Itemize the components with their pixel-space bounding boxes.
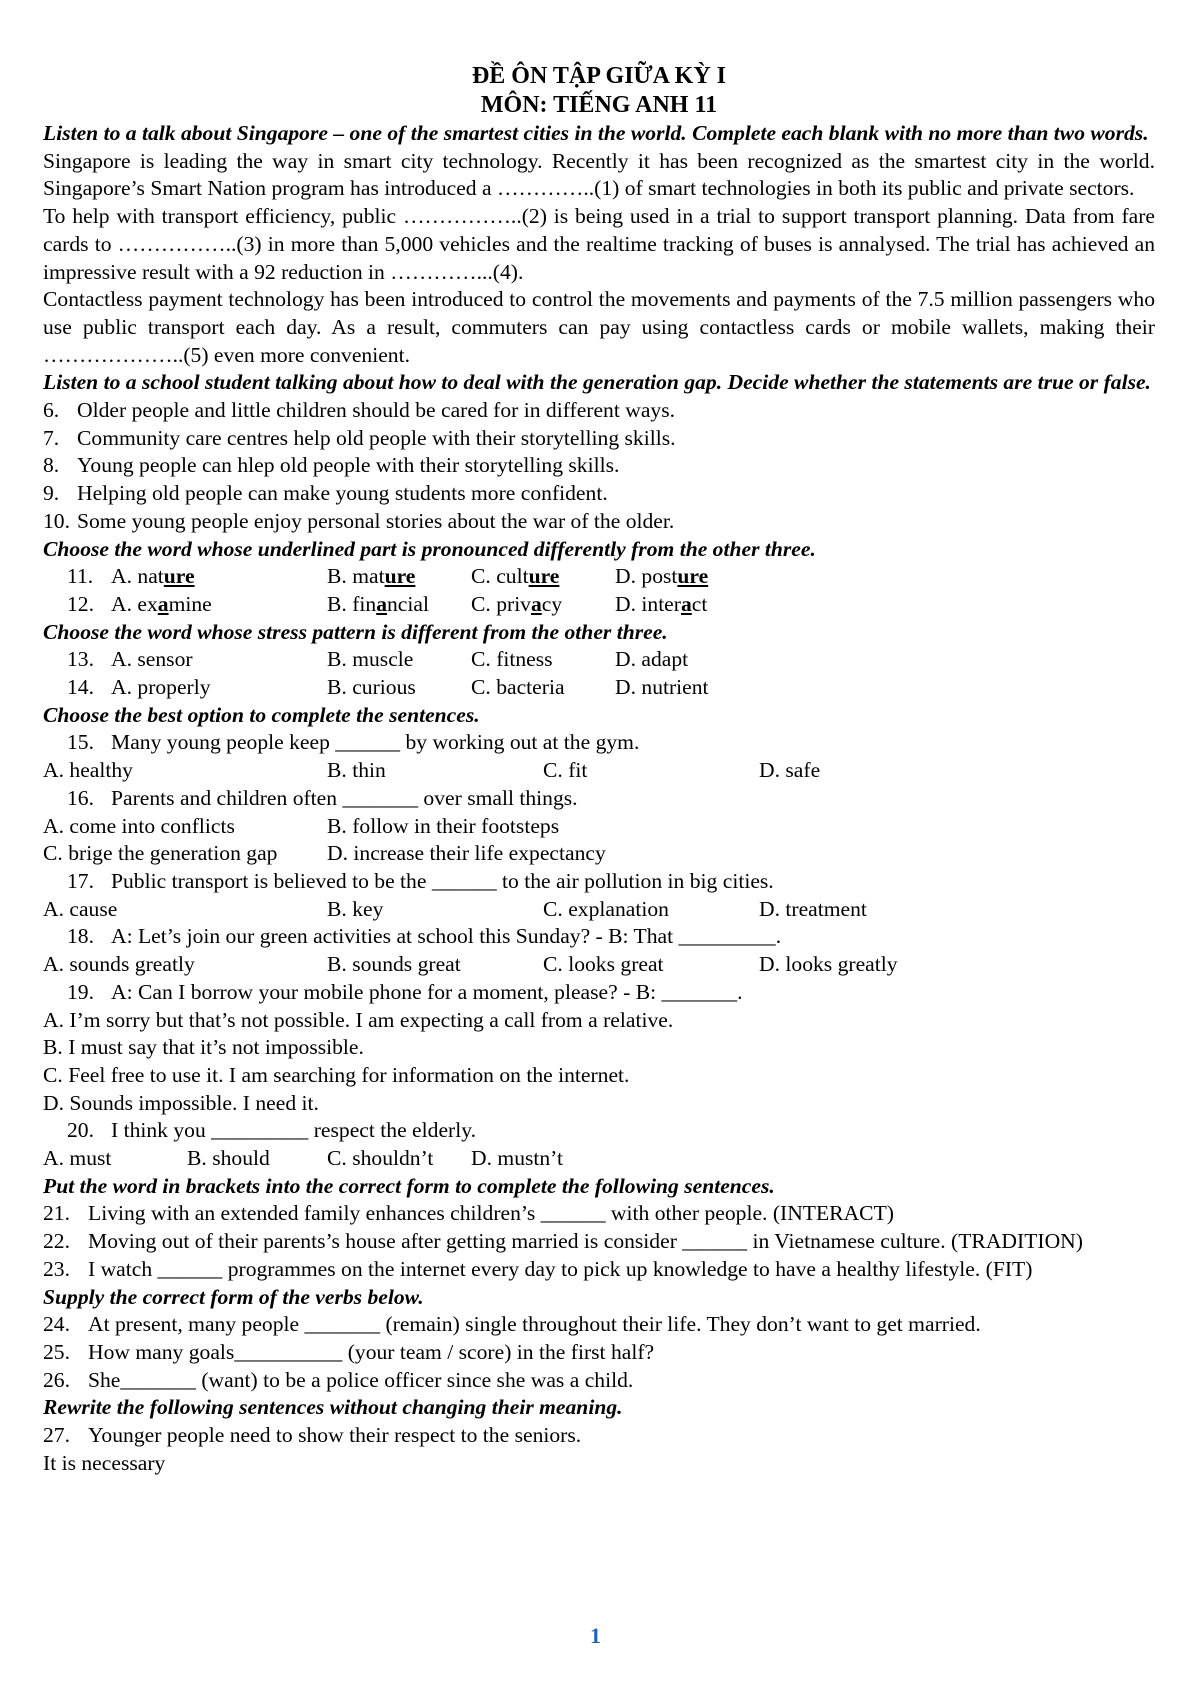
question-27: 27. Younger people need to show their respect to the seniors. <box>43 1423 582 1448</box>
option-b: B. curious <box>327 675 416 700</box>
question-7: 7. Community care centres help old people with their storytelling skills. <box>43 425 676 450</box>
option-a: A. properly <box>111 675 211 700</box>
instruction-word-form: Put the word in brackets into the correct form to complete the following sentences. <box>43 1173 775 1198</box>
question-6: 6. Older people and little children should be cared for in different ways. <box>43 398 676 423</box>
subject-title: MÔN: TIẾNG ANH 11 <box>480 92 718 118</box>
paragraph-2: To help with transport efficiency, public ……………..(2) is being used in a trial to support transport planning. Data from fare cards to ……………..(3) in more than 5,000 vehicles and the realtime tracking of buses is annalysed. The trial has achieved an impressive result with a 92 reduction in …………...(4). <box>43 204 1155 284</box>
question-16-options-ab <box>43 813 1155 841</box>
option-a: A. sensor <box>111 647 193 672</box>
question-12: 12. A. examine B. financial C. privacy D. interact <box>43 591 1155 619</box>
question-19: 19. A: Can I borrow your mobile phone for a moment, please? - B: _______. <box>67 979 743 1004</box>
option-a: A. cause <box>43 896 118 921</box>
instruction-pronunciation: Choose the word whose underlined part is pronounced differently from the other three. <box>43 536 816 561</box>
rewrite-answer-start: It is necessary <box>43 1450 166 1475</box>
question-9: 9. Helping old people can make young students more confident. <box>43 481 608 506</box>
option-c: C. looks great <box>543 952 664 977</box>
question-24: 24. At present, many people _______ (remain) single throughout their life. They don’t want to get married. <box>43 1312 981 1337</box>
option-b: B. I must say that it’s not impossible. <box>43 1035 364 1060</box>
option-d: D. looks greatly <box>759 952 898 977</box>
question-11: 11. A. nature B. mature C. culture D. posture <box>43 563 1155 591</box>
question-20: 20. I think you _________ respect the elderly. <box>67 1118 477 1143</box>
option-b: B. financial <box>327 591 429 616</box>
question-15: 15. Many young people keep ______ by working out at the gym. <box>67 730 640 755</box>
page-number: 1 <box>590 1623 601 1648</box>
option-d: D. increase their life expectancy <box>327 841 606 866</box>
option-d: D. safe <box>759 758 821 783</box>
option-c: C. shouldn’t <box>327 1146 434 1171</box>
option-a: A. I’m sorry but that’s not possible. I am expecting a call from a relative. <box>43 1007 674 1032</box>
option-c: C. bacteria <box>471 675 565 700</box>
question-18-options <box>43 951 1155 979</box>
option-d: D. mustn’t <box>471 1146 563 1171</box>
option-b: B. muscle <box>327 647 414 672</box>
paragraph-3: Contactless payment technology has been introduced to control the movements and payments of the 7.5 million passengers who use public transport each day. As a result, commuters can pay using contactless cards or mobile wallets, making their ………………..(5) even more convenient. <box>43 287 1155 367</box>
question-15-options <box>43 757 1155 785</box>
option-c: C. privacy <box>471 591 563 616</box>
instruction-stress: Choose the word whose stress pattern is different from the other three. <box>43 619 668 644</box>
option-a: A. examine <box>111 591 212 616</box>
option-c: C. culture <box>471 564 560 589</box>
option-d: D. posture <box>615 564 709 589</box>
question-23: 23. I watch ______ programmes on the internet every day to pick up knowledge to have a healthy lifestyle. (FIT) <box>43 1256 1033 1281</box>
option-d: D. interact <box>615 591 708 616</box>
exam-page <box>43 62 1155 1477</box>
instruction-true-false: Listen to a school student talking about how to deal with the generation gap. Decide whether the statements are true or false. <box>43 370 1151 395</box>
option-b: B. mature <box>327 564 416 589</box>
instruction-verb-form: Supply the correct form of the verbs below. <box>43 1284 424 1309</box>
option-a: A. nature <box>111 564 195 589</box>
option-b: B. thin <box>327 758 386 783</box>
question-8: 8. Young people can hlep old people with their storytelling skills. <box>43 453 620 478</box>
question-17: 17. Public transport is believed to be the ______ to the air pollution in big cities. <box>67 868 774 893</box>
option-d: D. treatment <box>759 896 867 921</box>
instruction-best-option: Choose the best option to complete the sentences. <box>43 702 480 727</box>
question-10: 10. Some young people enjoy personal stories about the war of the older. <box>43 508 675 533</box>
option-c: C. fitness <box>471 647 553 672</box>
option-b: B. sounds great <box>327 952 461 977</box>
paragraph-1: Singapore is leading the way in smart city technology. Recently it has been recognized as the smartest city in the world. Singapore’s Smart Nation program has introduced a …………..(1) of smart technologies in both its public and private sectors. <box>43 148 1155 201</box>
option-b: B. follow in their footsteps <box>327 813 560 838</box>
question-17-options <box>43 896 1155 924</box>
instruction-rewrite: Rewrite the following sentences without changing their meaning. <box>43 1395 623 1420</box>
question-14: 14. A. properly B. curious C. bacteria D. nutrient <box>43 674 1155 702</box>
option-a: A. come into conflicts <box>43 813 235 838</box>
option-c: C. fit <box>543 758 588 783</box>
instruction-listening-singapore: Listen to a talk about Singapore – one of the smartest cities in the world. Complete each blank with no more than two words. <box>43 121 1149 145</box>
question-16-options-cd <box>43 840 1155 868</box>
option-a: A. must <box>43 1146 112 1171</box>
question-16: 16. Parents and children often _______ over small things. <box>67 785 578 810</box>
option-a: A. sounds greatly <box>43 952 195 977</box>
question-25: 25. How many goals__________ (your team / score) in the first half? <box>43 1339 655 1364</box>
option-c: C. Feel free to use it. I am searching for information on the internet. <box>43 1062 630 1087</box>
option-a: A. healthy <box>43 758 133 783</box>
option-d: D. adapt <box>615 647 689 672</box>
question-18: 18. A: Let’s join our green activities at school this Sunday? - B: That _________. <box>67 924 782 949</box>
option-d: D. nutrient <box>615 675 709 700</box>
option-c: C. brige the generation gap <box>43 841 278 866</box>
option-b: B. should <box>187 1146 270 1171</box>
question-20-options <box>43 1145 1155 1173</box>
exam-title: ĐỀ ÔN TẬP GIỮA KỲ I <box>471 63 727 89</box>
question-21: 21. Living with an extended family enhances children’s ______ with other people. (INTERACT) <box>43 1201 894 1226</box>
option-c: C. explanation <box>543 896 669 921</box>
question-26: 26. She_______ (want) to be a police officer since she was a child. <box>43 1367 634 1392</box>
question-13: 13. A. sensor B. muscle C. fitness D. adapt <box>43 646 1155 674</box>
question-22: 22. Moving out of their parents’s house after getting married is consider ______ in Vietnamese culture. (TRADITION) <box>43 1229 1083 1254</box>
option-b: B. key <box>327 896 384 921</box>
option-d: D. Sounds impossible. I need it. <box>43 1090 319 1115</box>
